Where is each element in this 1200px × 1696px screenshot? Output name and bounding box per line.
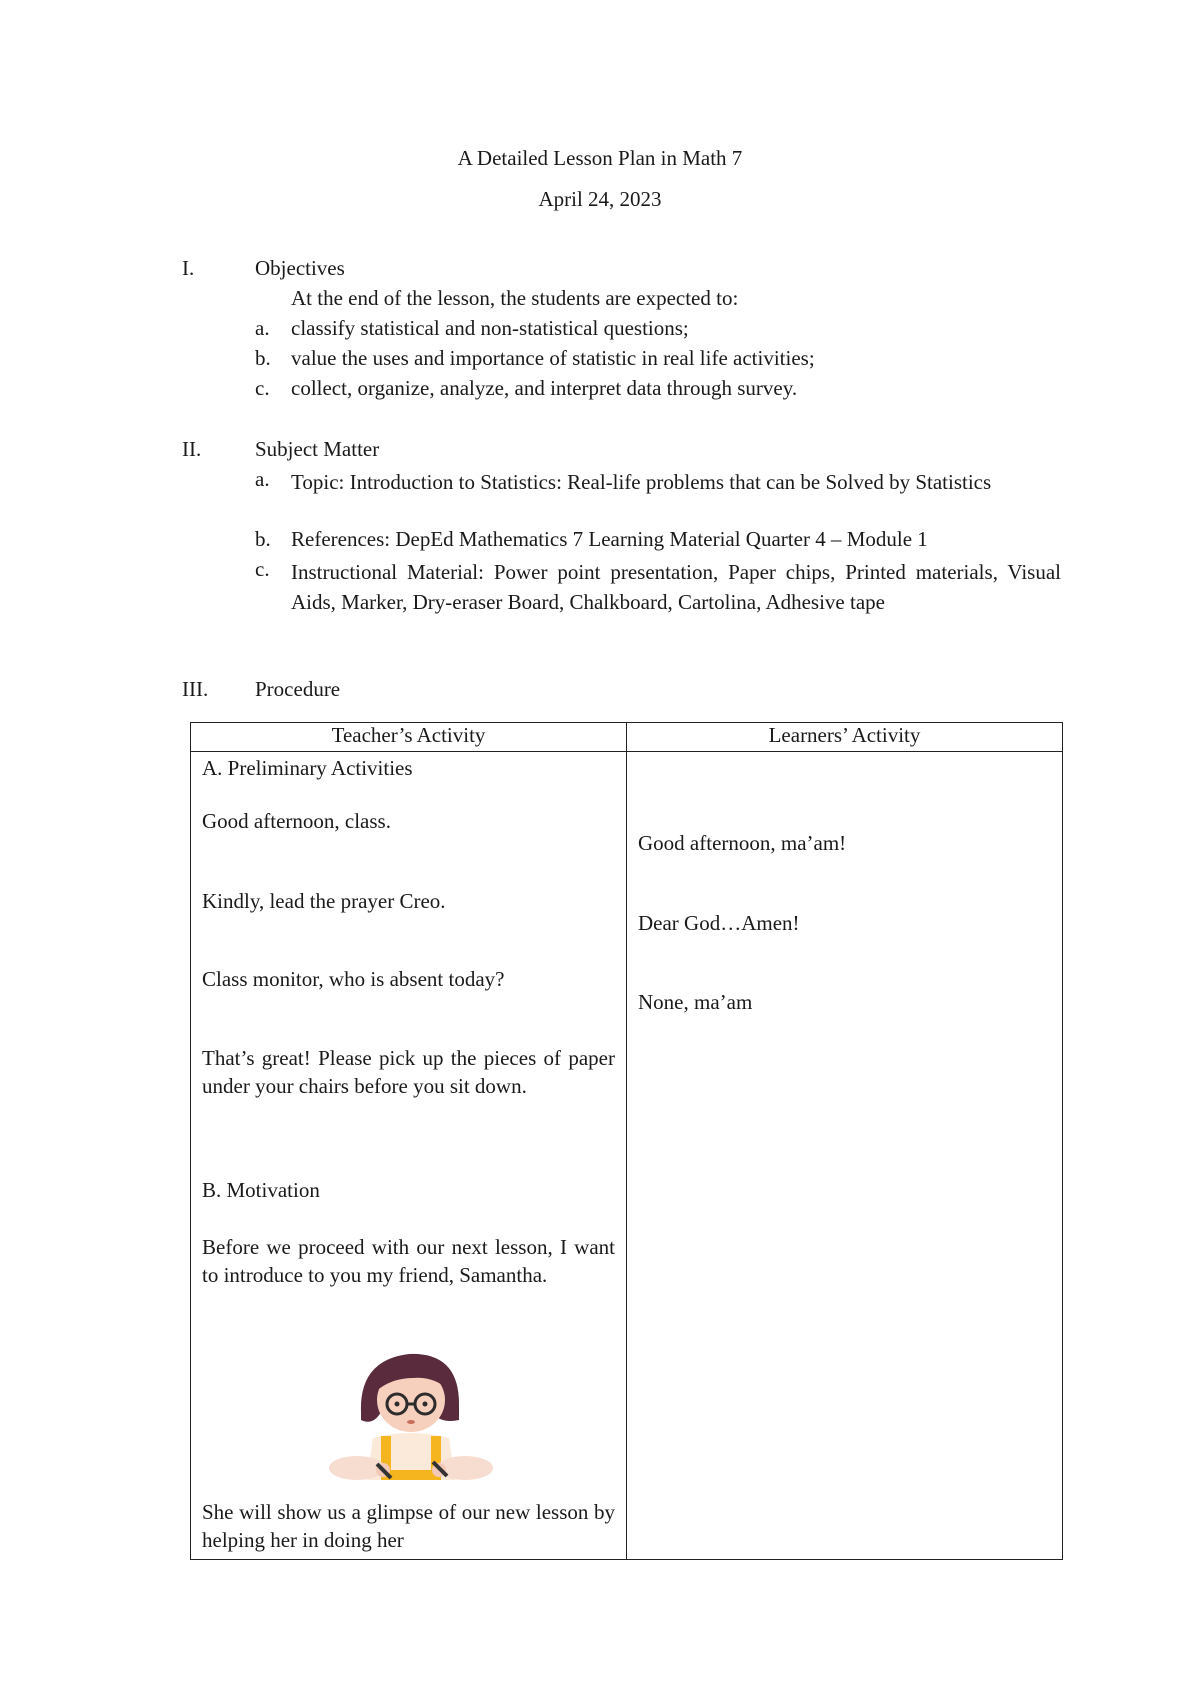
teacher-activity-cell (191, 752, 627, 1560)
section-number-subject-matter: II. (182, 437, 202, 461)
preliminary-activities-heading: A. Preliminary Activities (202, 756, 413, 780)
learners-activity-cell (627, 752, 1063, 1560)
document-date: April 24, 2023 (538, 187, 662, 211)
procedure-table (190, 722, 1063, 1560)
subject-item-topic: Topic: Introduction to Statistics: Real-life problems that can be Solved by Statistics (291, 470, 992, 494)
teacher-intro-friend: Before we proceed with our next lesson, I want to introduce to you my friend, Samantha. (202, 1235, 615, 1287)
section-number-procedure: III. (182, 677, 209, 701)
subject-item-references: References: DepEd Mathematics 7 Learning Material Quarter 4 – Module 1 (291, 527, 928, 551)
column-header-learners: Learners’ Activity (627, 723, 1063, 752)
subject-item-materials: Instructional Material: Power point presentation, Paper chips, Printed materials, Visual Aids, Marker, Dry-eraser Board, Chalkboard, Cartolina, Adhesive tape (291, 560, 1061, 614)
section-heading-objectives: Objectives (255, 256, 345, 280)
objectives-intro: At the end of the lesson, the students are expected to: (291, 286, 739, 310)
objective-letter: c. (255, 376, 270, 400)
learners-prayer-reply: Dear God…Amen! (638, 911, 800, 935)
subject-letter: b. (255, 527, 271, 551)
document-title: A Detailed Lesson Plan in Math 7 (457, 146, 743, 170)
section-number-objectives: I. (182, 256, 195, 280)
teacher-attendance: Class monitor, who is absent today? (202, 967, 505, 991)
learners-attendance-reply: None, ma’am (638, 990, 753, 1014)
samantha-illustration (321, 1342, 501, 1482)
teacher-cleanup: That’s great! Please pick up the pieces of paper under your chairs before you sit down. (202, 1046, 615, 1098)
objective-item: collect, organize, analyze, and interpret data through survey. (291, 376, 798, 400)
teacher-prayer: Kindly, lead the prayer Creo. (202, 889, 446, 913)
column-header-teacher: Teacher’s Activity (191, 723, 627, 752)
learners-greeting-reply: Good afternoon, ma’am! (638, 831, 847, 855)
teacher-greeting: Good afternoon, class. (202, 809, 391, 833)
subject-letter: c. (255, 557, 270, 581)
subject-letter: a. (255, 467, 270, 491)
section-heading-procedure: Procedure (255, 677, 341, 701)
objective-item: value the uses and importance of statistic in real life activities; (291, 346, 815, 370)
objective-letter: b. (255, 346, 271, 370)
objective-item: classify statistical and non-statistical questions; (291, 316, 689, 340)
objective-letter: a. (255, 316, 270, 340)
motivation-heading: B. Motivation (202, 1178, 320, 1202)
teacher-glimpse: She will show us a glimpse of our new lesson by helping her in doing her (202, 1500, 615, 1552)
section-heading-subject-matter: Subject Matter (255, 437, 380, 461)
